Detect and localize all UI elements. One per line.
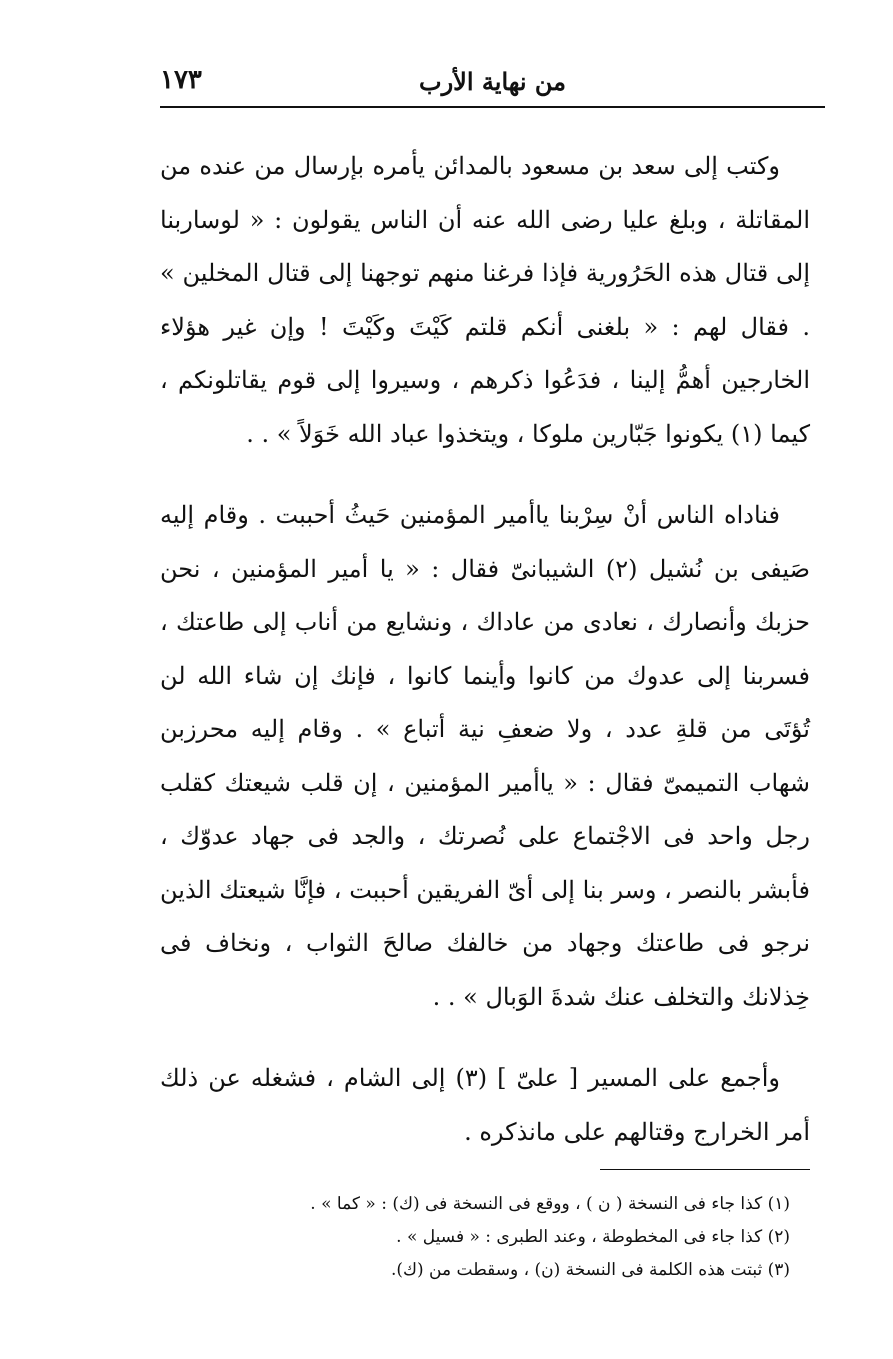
page-number: ١٧٣ bbox=[160, 65, 202, 95]
footnote-2: (٢) كذا جاء فى المخطوطة ، وعند الطبرى : « فسيل » . bbox=[396, 1227, 790, 1247]
running-title: من نهاية الأرب bbox=[419, 67, 566, 96]
paragraph-3: وأجمع على المسير [ علىّ ] (٣) إلى الشام ، فشغله عن ذلك أمر الخرارج وقتالهم على مانذكره . bbox=[160, 1064, 810, 1146]
page-header bbox=[160, 62, 825, 108]
footnote-divider bbox=[600, 1169, 810, 1170]
main-text bbox=[160, 140, 810, 1159]
footnotes bbox=[160, 1188, 790, 1287]
paragraph-2: فناداه الناس أنْ سِرْبنا ياأمير المؤمنين حَيثُ أحببت . وقام إليه صَيفى بن نُشيل (٢) الشيبانىّ فقال : « يا أمير المؤمنين ، نحن حزبك وأنصارك ، نعادى من عاداك ، ونشايع من أناب إلى طاعتك ، فسربنا إلى عدوك من كانوا وأينما كانوا ، فإنك إن شاء الله لن تُؤتَى من قلةِ عدد ، ولا ضعفِ نية أتباع » . وقام إليه محرزبن شهاب التميمىّ فقال : « ياأمير المؤمنين ، إن قلب شيعتك كقلب رجل واحد فى الاجْتماع على نُصرتك ، والجد فى جهاد عدوّك ، فأبشر بالنصر ، وسر بنا إلى أىّ الفريقين أحببت ، فإنَّا شيعتك الذين نرجو فى طاعتك وجهاد من خالفك صالحَ الثواب ، ونخاف فى خِذلانك والتخلف عنك شدةَ الوَبال » . . bbox=[160, 501, 810, 1011]
paragraph-1: وكتب إلى سعد بن مسعود بالمدائن يأمره بإرسال من عنده من المقاتلة ، وبلغ عليا رضى الله عنه أن الناس يقولون : « لوساربنا إلى قتال هذه الحَرُورية فإذا فرغنا منهم توجهنا إلى قتال المخلين » . فقال لهم : « بلغنى أنكم قلتم كَيْتَ وكَيْتَ ! وإن غير هؤلاء الخارجين أهمُّ إلينا ، فدَعُوا ذكرهم ، وسيروا إلى قوم يقاتلونكم ، كيما (١) يكونوا جَبّارين ملوكا ، ويتخذوا عباد الله خَوَلاً » . . bbox=[160, 152, 810, 448]
footnote-3: (٣) ثبتت هذه الكلمة فى النسخة (ن) ، وسقطت من (ك). bbox=[390, 1260, 790, 1280]
footnote-1: (١) كذا جاء فى النسخة ( ن ) ، ووقع فى النسخة فى (ك) : « كما » . bbox=[310, 1194, 790, 1214]
